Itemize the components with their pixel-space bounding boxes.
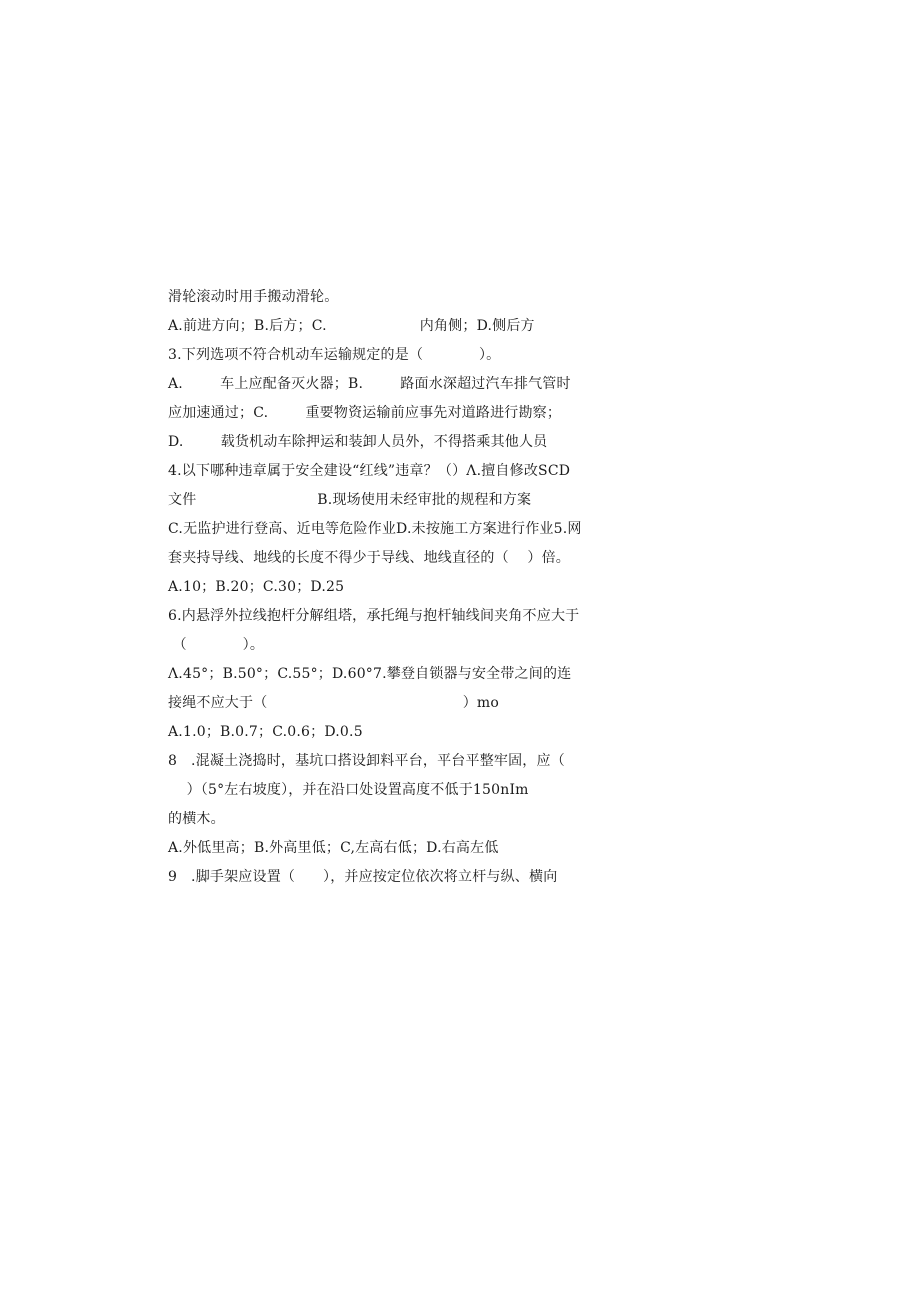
text-line: A.外低里高；B.外高里低；C,左高右低；D.右高左低: [168, 840, 499, 856]
text-line: 滑轮滚动时用手搬动滑轮。: [168, 289, 339, 305]
text-line: ）（5°左右坡度），并在沿口处设置高度不低于150nIm: [168, 782, 529, 798]
text-line: A.前进方向；B.后方；C. 内角侧；D.侧后方: [168, 318, 535, 334]
text-line: 8 .混凝土浇捣时，基坑口搭设卸料平台，平台平整牢固，应（: [168, 753, 565, 769]
text-line: 9 .脚手架应设置（ ），并应按定位依次将立杆与纵、横向: [168, 869, 558, 885]
text-line: 套夹持导线、地线的长度不得少于导线、地线直径的（ ）倍。: [168, 550, 570, 566]
text-line: Λ.45°；B.50°；C.55°；D.60°7.攀登自锁器与安全带之间的连: [168, 666, 572, 682]
text-line: A.1.0；B.0.7；C.0.6；D.0.5: [168, 724, 363, 740]
text-line: A. 车上应配备灭火器；B. 路面水深超过汽车排气管时: [168, 376, 571, 392]
text-line: C.无监护进行登高、近电等危险作业D.未按施工方案进行作业5.网: [168, 521, 582, 537]
text-line: 6.内悬浮外拉线抱杆分解组塔，承托绳与抱杆轴线间夹角不应大于: [168, 608, 580, 624]
text-line: 应加速通过；C. 重要物资运输前应事先对道路进行勘察；: [168, 405, 562, 421]
text-line: 接绳不应大于（ ）mo: [168, 695, 500, 711]
text-line: （ ）。: [168, 637, 265, 653]
text-line: 4.以下哪种违章属于安全建设“红线”违章？（）Λ.擅自修改SCD: [168, 463, 571, 479]
text-line: 3.下列选项不符合机动车运输规定的是（ ）。: [168, 347, 501, 363]
text-line: A.10；B.20；C.30；D.25: [168, 579, 345, 595]
text-line: D. 载货机动车除押运和装卸人员外，不得搭乘其他人员: [168, 434, 548, 450]
text-line: 的横木。: [168, 811, 225, 827]
text-line: 文件 B.现场使用未经审批的规程和方案: [168, 492, 532, 508]
